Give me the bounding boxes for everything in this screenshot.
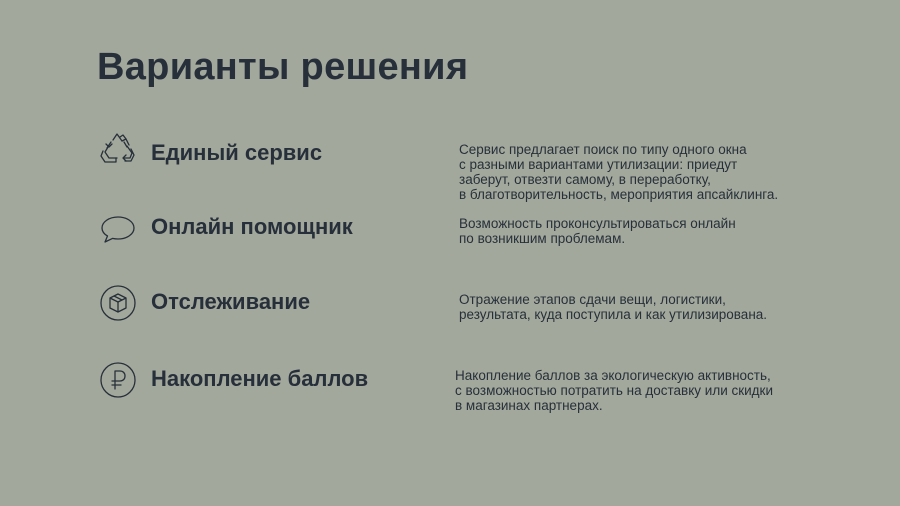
solution-item-label: Отслеживание: [151, 289, 311, 314]
page-title: Варианты решения: [97, 46, 469, 88]
solution-item-label: Единый сервис: [151, 140, 323, 165]
solution-item-description: Отражение этапов сдачи вещи, логистики, результата, куда поступила и как утилизирована.: [459, 292, 768, 322]
solution-item-label: Накопление баллов: [151, 366, 369, 391]
recycle-icon: [98, 131, 138, 171]
solution-item-label: Онлайн помощник: [151, 214, 353, 239]
solution-item-description: Сервис предлагает поиск по типу одного окна с разными вариантами утилизации: приедут заберут, отвезти самому, в переработку, в благотворительность, мероприятия апсайклинга.: [459, 142, 779, 202]
chat-bubble-icon: [98, 209, 138, 249]
package-box-icon: [98, 283, 138, 323]
solution-item-description: Возможность проконсультироваться онлайн по возникшим проблемам.: [459, 216, 736, 246]
solution-item-description: Накопление баллов за экологическую активность, с возможностью потратить на доставку или скидки в магазинах партнерах.: [455, 368, 774, 413]
ruble-coin-icon: [98, 360, 138, 400]
